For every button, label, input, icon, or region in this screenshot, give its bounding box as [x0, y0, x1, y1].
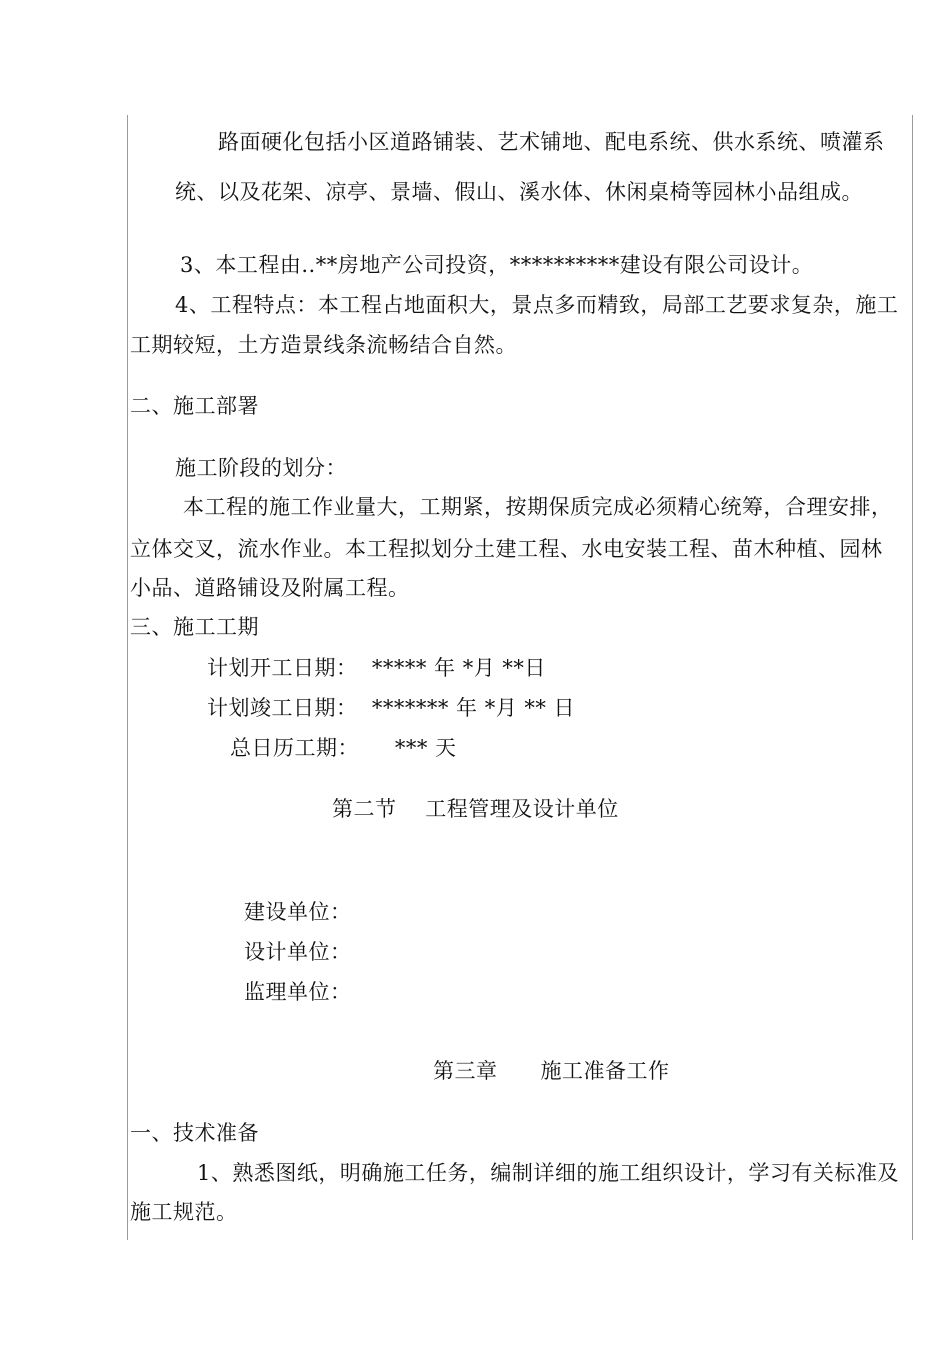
paragraph-line-workload-end: 小品、道路铺设及附属工程。	[130, 576, 410, 600]
left-border-line	[127, 115, 128, 1240]
paragraph-line-landscape-items: 统、以及花架、凉亭、景墙、假山、溪水体、休闲桌椅等园林小品组成。	[175, 180, 863, 204]
supervision-unit-label: 监理单位：	[244, 980, 352, 1004]
subheading-phase-division: 施工阶段的划分：	[175, 456, 347, 480]
paragraph-line-workload-cont: 立体交叉，流水作业。本工程拟划分土建工程、水电安装工程、苗木种植、园林	[130, 537, 883, 561]
section-title-management-units: 第二节 工程管理及设计单位	[332, 797, 619, 821]
paragraph-line-features: 4、工程特点：本工程占地面积大，景点多而精致，局部工艺要求复杂，施工	[175, 293, 899, 317]
chapter-title-preparation: 第三章 施工准备工作	[433, 1059, 670, 1083]
paragraph-line-drawings: 1、熟悉图纸，明确施工任务，编制详细的施工组织设计，学习有关标准及	[197, 1161, 899, 1185]
construction-unit-label: 建设单位：	[244, 900, 352, 924]
paragraph-line-drawings-cont: 施工规范。	[130, 1200, 238, 1224]
section-heading-schedule: 三、施工工期	[130, 615, 259, 639]
section-heading-deployment: 二、施工部署	[130, 394, 259, 418]
section-heading-technical-prep: 一、技术准备	[130, 1121, 259, 1145]
paragraph-line-investor: 3、本工程由..**房地产公司投资，**********建设有限公司设计。	[180, 253, 814, 277]
right-border-line	[912, 115, 913, 1240]
paragraph-line-paving: 路面硬化包括小区道路铺装、艺术铺地、配电系统、供水系统、喷灌系	[218, 130, 885, 154]
paragraph-line-workload: 本工程的施工作业量大，工期紧，按期保质完成必须精心统筹，合理安排，	[183, 495, 893, 519]
planned-completion-date: 计划竣工日期： ******* 年 *月 ** 日	[207, 696, 576, 720]
planned-start-date: 计划开工日期： ***** 年 *月 **日	[207, 656, 546, 680]
total-calendar-days: 总日历工期： *** 天	[230, 736, 457, 760]
design-unit-label: 设计单位：	[244, 940, 352, 964]
paragraph-line-features-cont: 工期较短，土方造景线条流畅结合自然。	[130, 333, 517, 357]
